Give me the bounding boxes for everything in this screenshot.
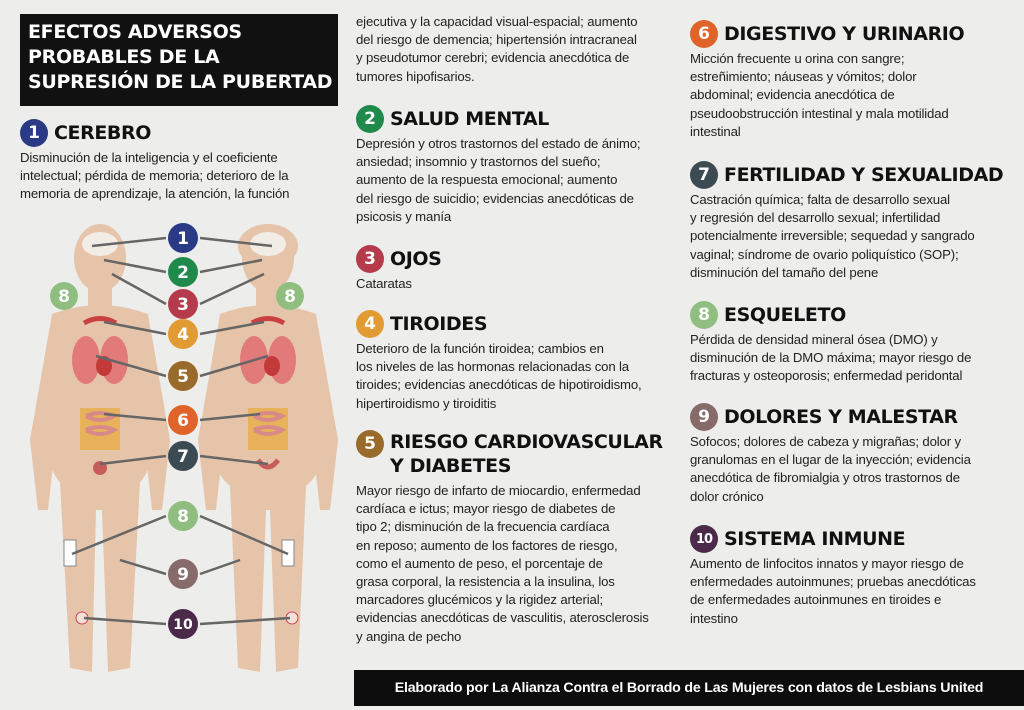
number-badge: 4 [356, 310, 384, 338]
section-dolores [690, 402, 1020, 506]
number-badge: 6 [690, 20, 718, 48]
section-heading [690, 19, 1010, 49]
section-title: DOLORES Y MALESTAR [724, 406, 958, 428]
section-heading [356, 244, 676, 274]
section-title: SISTEMA INMUNE [724, 528, 906, 550]
section-title: OJOS [390, 248, 442, 270]
section-text: Sofocos; dolores de cabeza y migrañas; dolor y granulomas en el lugar de la inyección; evidencia anecdótica de fibromialgia y otros trastornos de dolor crónico [690, 434, 971, 504]
section-esqueleto [690, 300, 1020, 386]
section-text: ejecutiva y la capacidad visual-espacial; aumento del riesgo de demencia; hipertensión intracraneal y pseudotumor cerebri; evidencia anecdótica de tumores hipofisarios. [356, 14, 638, 84]
section-text: Pérdida de densidad mineral ósea (DMO) y disminución de la DMO máxima; mayor riesgo de fracturas y osteoporosis; enfermedad peridontal [690, 332, 972, 384]
marker-9-label: 9 [177, 565, 189, 585]
section-cerebro-continued [356, 13, 676, 86]
section-title: SALUD MENTAL [390, 108, 549, 130]
section-text: Micción frecuente u orina con sangre; estreñimiento; náuseas y vómitos; dolor abdominal; evidencia anecdótica de pseudoobstrucción intestinal y mala motilidad intestinal [690, 51, 949, 139]
footer-credit: Elaborado por La Alianza Contra el Borrado de Las Mujeres con datos de Lesbians United [354, 670, 1024, 706]
marker-10-label: 10 [173, 617, 193, 633]
marker-8-right-label: 8 [284, 287, 296, 307]
marker-1-label: 1 [177, 229, 189, 249]
section-heading [690, 300, 1020, 330]
section-title: TIROIDES [390, 313, 488, 335]
section-ojos [356, 244, 676, 293]
section-heading [20, 118, 340, 148]
section-cerebro [20, 118, 340, 204]
marker-3-label: 3 [177, 295, 189, 315]
section-text: Disminución de la inteligencia y el coeficiente intelectual; pérdida de memoria; deterioro de la memoria de aprendizaje, la atención, la función [20, 150, 290, 202]
title-line-1: EFECTOS ADVERSOS [28, 21, 242, 43]
section-text: Castración química; falta de desarrollo sexual y regresión del desarrollo sexual; infertilidad potencialmente irreversible; sequedad y sangrado vaginal; síndrome de ovario poliquístico (SOP); disminución del tamaño del pene [690, 192, 975, 280]
number-badge: 7 [690, 161, 718, 189]
section-text: Depresión y otros trastornos del estado de ánimo; ansiedad; insomnio y trastornos del sueño; aumento de la respuesta emocional; aumento del riesgo de suicidio; evidencias anecdóticas de psicosis y manía [356, 136, 641, 224]
section-digestivo [690, 19, 1010, 141]
section-heading [356, 430, 676, 478]
section-title: RIESGO CARDIOVASCULAR Y DIABETES [390, 431, 663, 477]
section-riesgo-cardiovascular [356, 430, 676, 646]
section-text: Deterioro de la función tiroidea; cambios en los niveles de las hormonas relacionadas con la tiroides; evidencias anecdóticas de hipotiroidismo, hipertiroidismo y tiroiditis [356, 341, 642, 411]
section-tiroides [356, 309, 676, 413]
section-heading [690, 402, 1020, 432]
section-text: Aumento de linfocitos innatos y mayor riesgo de enfermedades autoinmunes; pruebas anecdóticas de enfermedades autoinmunes en tiroides e intestino [690, 556, 976, 626]
number-badge: 9 [690, 403, 718, 431]
section-title: ESQUELETO [724, 304, 846, 326]
section-heading [356, 309, 676, 339]
number-badge: 8 [690, 301, 718, 329]
section-fertilidad [690, 160, 1020, 282]
marker-8-label: 8 [177, 507, 189, 527]
section-title: CEREBRO [54, 122, 151, 144]
body-figure-illustration [0, 210, 350, 680]
section-title: DIGESTIVO Y URINARIO [724, 23, 965, 45]
number-badge: 2 [356, 105, 384, 133]
marker-5-label: 5 [177, 367, 189, 387]
section-sistema-inmune [690, 524, 1020, 628]
marker-2-label: 2 [177, 263, 189, 283]
section-text: Cataratas [356, 276, 412, 291]
right-body-silhouette [198, 224, 338, 672]
marker-8-left-label: 8 [58, 287, 70, 307]
title-line-3: SUPRESIÓN DE LA PUBERTAD [28, 71, 333, 93]
section-heading [690, 160, 1020, 190]
number-badge: 1 [20, 119, 48, 147]
section-salud-mental [356, 104, 676, 226]
number-badge: 10 [690, 525, 718, 553]
section-heading [356, 104, 676, 134]
section-heading [690, 524, 1020, 554]
number-badge: 3 [356, 245, 384, 273]
section-title: FERTILIDAD Y SEXUALIDAD [724, 164, 1004, 186]
marker-4-label: 4 [177, 325, 189, 345]
page-title [20, 14, 338, 106]
marker-6-label: 6 [177, 411, 189, 431]
section-text: Mayor riesgo de infarto de miocardio, enfermedad cardíaca e ictus; mayor riesgo de diabetes de tipo 2; disminución de la frecuencia cardíaca en reposo; aumento de los factores de riesgo, como el aumento de peso, el porcentaje de grasa corporal, la resistencia a la insulina, los marcadores glucémicos y la rigidez arterial; evidencias anecdóticas de vasculitis, aterosclerosis y angina de pecho [356, 483, 649, 644]
number-badge: 5 [356, 430, 384, 458]
title-line-2: PROBABLES DE LA [28, 46, 220, 68]
marker-7-label: 7 [177, 447, 189, 467]
